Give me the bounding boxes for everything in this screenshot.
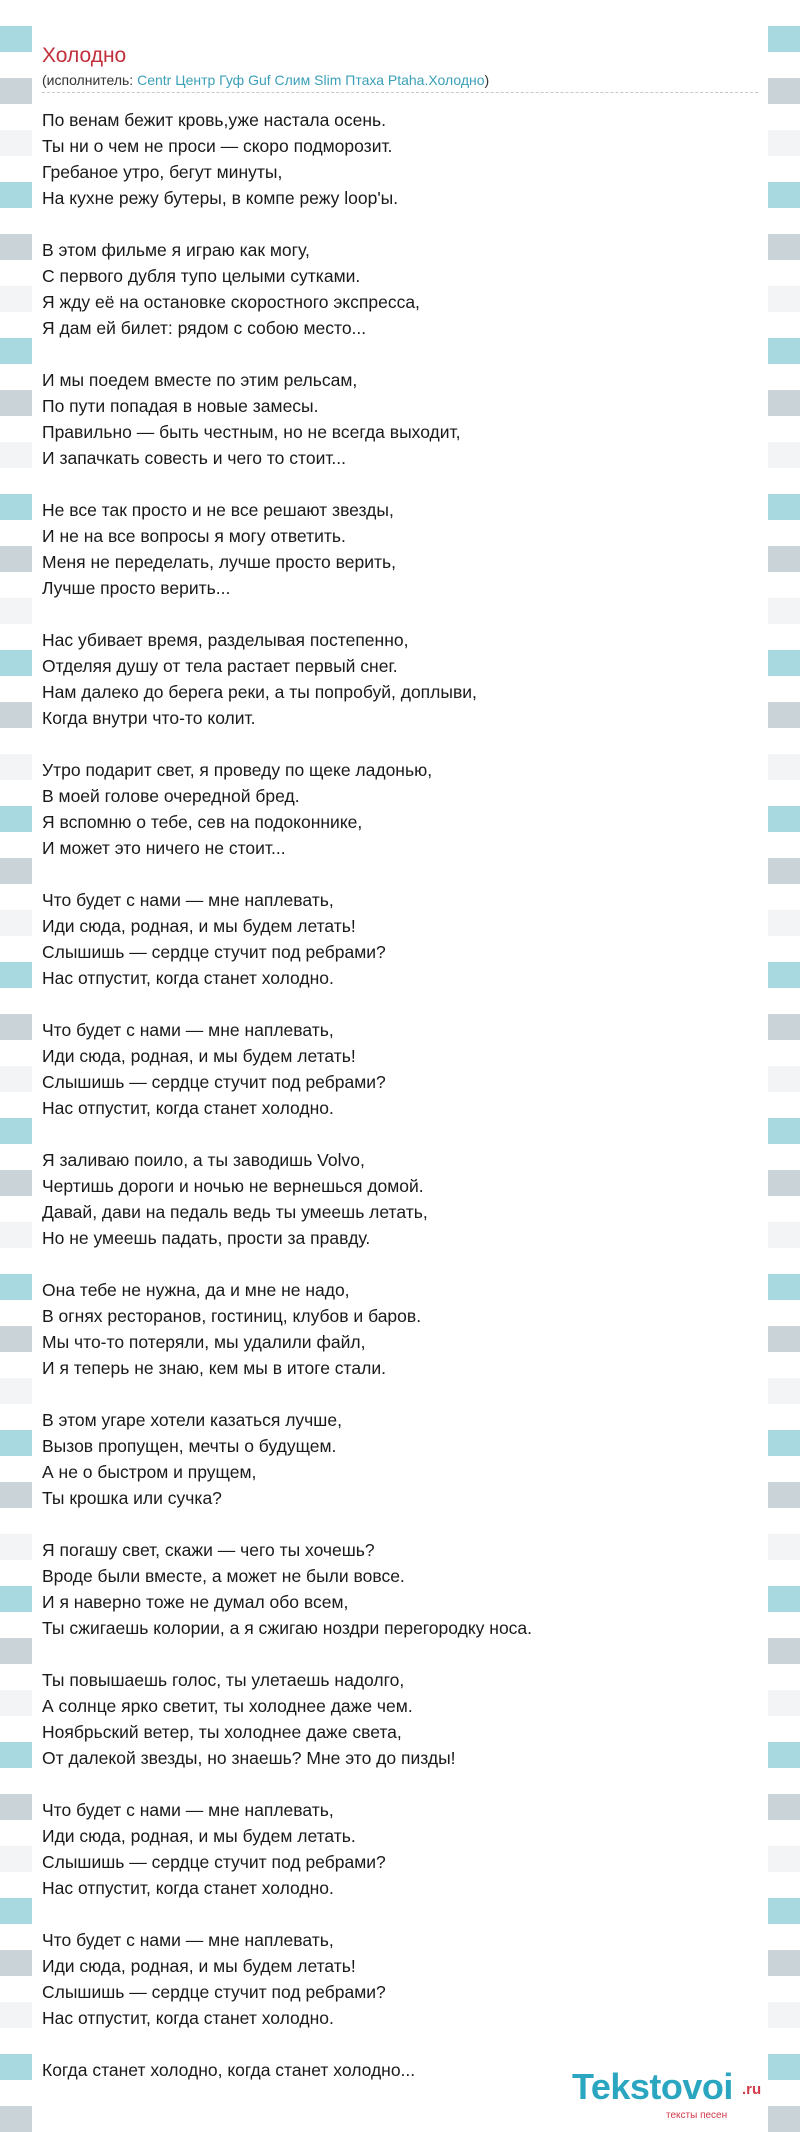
artist-link[interactable]: Centr Центр Гуф Guf Слим Slim Птаха Ptaha.Холодно <box>137 72 485 88</box>
lyrics-stanza <box>42 1277 762 1381</box>
lyric-line: На кухне режу бутеры, в компе режу loop'ы. <box>42 188 399 208</box>
lyrics-stanza <box>42 1017 762 1121</box>
lyric-line: Ты ни о чем не проси — скоро подморозит. <box>42 136 393 156</box>
lyrics-stanza <box>42 1667 762 1771</box>
lyric-line: Утро подарит свет, я проведу по щеке ладонью, <box>42 760 433 780</box>
lyric-line: Вроде были вместе, а может не были вовсе. <box>42 1566 405 1586</box>
lyric-line: Я вспомню о тебе, сев на подоконнике, <box>42 812 363 832</box>
site-logo[interactable] <box>572 2066 762 2126</box>
song-title: Холодно <box>42 44 127 67</box>
lyrics-stanza <box>42 627 762 731</box>
lyric-line: Отделяя душу от тела растает первый снег. <box>42 656 398 676</box>
lyric-line: Ты сжигаешь колории, а я сжигаю ноздри перегородку носа. <box>42 1618 533 1638</box>
artist-line <box>42 72 489 88</box>
lyrics-stanza <box>42 1537 762 1641</box>
lyric-line: Что будет с нами — мне наплевать, <box>42 1020 334 1040</box>
artist-prefix: (исполнитель: <box>42 72 138 88</box>
lyrics-stanza <box>42 367 762 471</box>
lyric-line: В моей голове очередной бред. <box>42 786 300 806</box>
lyric-line: Но не умеешь падать, прости за правду. <box>42 1228 371 1248</box>
lyric-line: Лучше просто верить... <box>42 578 231 598</box>
lyrics-stanza <box>42 757 762 861</box>
lyric-line: Я заливаю поило, а ты заводишь Volvo, <box>42 1150 365 1170</box>
lyrics-stanza <box>42 1147 762 1251</box>
lyric-line: Что будет с нами — мне наплевать, <box>42 1800 334 1820</box>
lyric-line: Нас убивает время, разделывая постепенно, <box>42 630 409 650</box>
lyric-line: Она тебе не нужна, да и мне не надо, <box>42 1280 350 1300</box>
lyric-line: Ты крошка или сучка? <box>42 1488 222 1508</box>
lyric-line: Что будет с нами — мне наплевать, <box>42 890 334 910</box>
lyric-line: Ты повышаешь голос, ты улетаешь надолго, <box>42 1670 405 1690</box>
lyric-line: По пути попадая в новые замесы. <box>42 396 319 416</box>
lyric-line: Нас отпустит, когда станет холодно. <box>42 2008 334 2028</box>
lyrics <box>42 107 762 2109</box>
logo-tagline: тексты песен <box>666 2110 728 2121</box>
lyric-line: Давай, дави на педаль ведь ты умеешь летать, <box>42 1202 428 1222</box>
lyric-line: Чертишь дороги и ночью не вернешься домой. <box>42 1176 424 1196</box>
lyric-line: Иди сюда, родная, и мы будем летать! <box>42 1956 356 1976</box>
lyric-line: Я погашу свет, скажи — чего ты хочешь? <box>42 1540 375 1560</box>
lyric-line: А не о быстром и прущем, <box>42 1462 257 1482</box>
lyric-line: Я жду её на остановке скоростного экспресса, <box>42 292 420 312</box>
artist-suffix: ) <box>484 72 490 88</box>
lyric-line: Ноябрьский ветер, ты холоднее даже света, <box>42 1722 402 1742</box>
lyric-line: От далекой звезды, но знаешь? Мне это до пизды! <box>42 1748 456 1768</box>
lyric-line: Не все так просто и не все решают звезды, <box>42 500 394 520</box>
lyric-line: И не на все вопросы я могу ответить. <box>42 526 346 546</box>
lyric-line: Нас отпустит, когда станет холодно. <box>42 1098 334 1118</box>
lyrics-stanza <box>42 1407 762 1511</box>
lyric-line: В огнях ресторанов, гостиниц, клубов и баров. <box>42 1306 422 1326</box>
lyric-line: И может это ничего не стоит... <box>42 838 286 858</box>
lyrics-stanza <box>42 887 762 991</box>
lyric-line: Гребаное утро, бегут минуты, <box>42 162 283 182</box>
lyric-line: Иди сюда, родная, и мы будем летать! <box>42 916 356 936</box>
lyric-line: А солнце ярко светит, ты холоднее даже чем. <box>42 1696 413 1716</box>
lyric-line: Слышишь — сердце стучит под ребрами? <box>42 1852 386 1872</box>
lyric-line: Слышишь — сердце стучит под ребрами? <box>42 1072 386 1092</box>
lyric-line: Я дам ей билет: рядом с собою место... <box>42 318 367 338</box>
lyric-line: В этом угаре хотели казаться лучше, <box>42 1410 342 1430</box>
lyric-line: По венам бежит кровь,уже настала осень. <box>42 110 387 130</box>
lyric-line: Нас отпустит, когда станет холодно. <box>42 968 334 988</box>
lyric-line: Нас отпустит, когда станет холодно. <box>42 1878 334 1898</box>
header-divider <box>42 92 758 93</box>
lyric-line: Иди сюда, родная, и мы будем летать! <box>42 1046 356 1066</box>
lyric-line: С первого дубля тупо целыми сутками. <box>42 266 361 286</box>
lyric-line: Вызов пропущен, мечты о будущем. <box>42 1436 337 1456</box>
lyrics-stanza <box>42 237 762 341</box>
lyric-line: Что будет с нами — мне наплевать, <box>42 1930 334 1950</box>
lyric-line: Правильно — быть честным, но не всегда выходит, <box>42 422 461 442</box>
lyrics-stanza <box>42 1797 762 1901</box>
logo-name: Tekstovoi <box>572 2066 733 2107</box>
lyric-line: Нам далеко до берега реки, а ты попробуй, доплыви, <box>42 682 477 702</box>
lyric-line: И мы поедем вместе по этим рельсам, <box>42 370 358 390</box>
page <box>32 0 768 2132</box>
lyric-line: В этом фильме я играю как могу, <box>42 240 310 260</box>
lyrics-stanza <box>42 107 762 211</box>
lyric-line: И запачкать совесть и чего то стоит... <box>42 448 347 468</box>
logo-tld: .ru <box>742 2081 762 2098</box>
lyrics-stanza <box>42 497 762 601</box>
lyric-line: Иди сюда, родная, и мы будем летать. <box>42 1826 356 1846</box>
lyric-line: Мы что-то потеряли, мы удалили файл, <box>42 1332 366 1352</box>
lyric-line: И я наверно тоже не думал обо всем, <box>42 1592 349 1612</box>
lyrics-stanza <box>42 1927 762 2031</box>
lyric-line: Когда внутри что-то колит. <box>42 708 256 728</box>
lyric-line: Слышишь — сердце стучит под ребрами? <box>42 1982 386 2002</box>
lyric-line: Меня не переделать, лучше просто верить, <box>42 552 396 572</box>
lyric-line: Когда станет холодно, когда станет холодно... <box>42 2060 416 2080</box>
lyric-line: И я теперь не знаю, кем мы в итоге стали. <box>42 1358 386 1378</box>
lyric-line: Слышишь — сердце стучит под ребрами? <box>42 942 386 962</box>
